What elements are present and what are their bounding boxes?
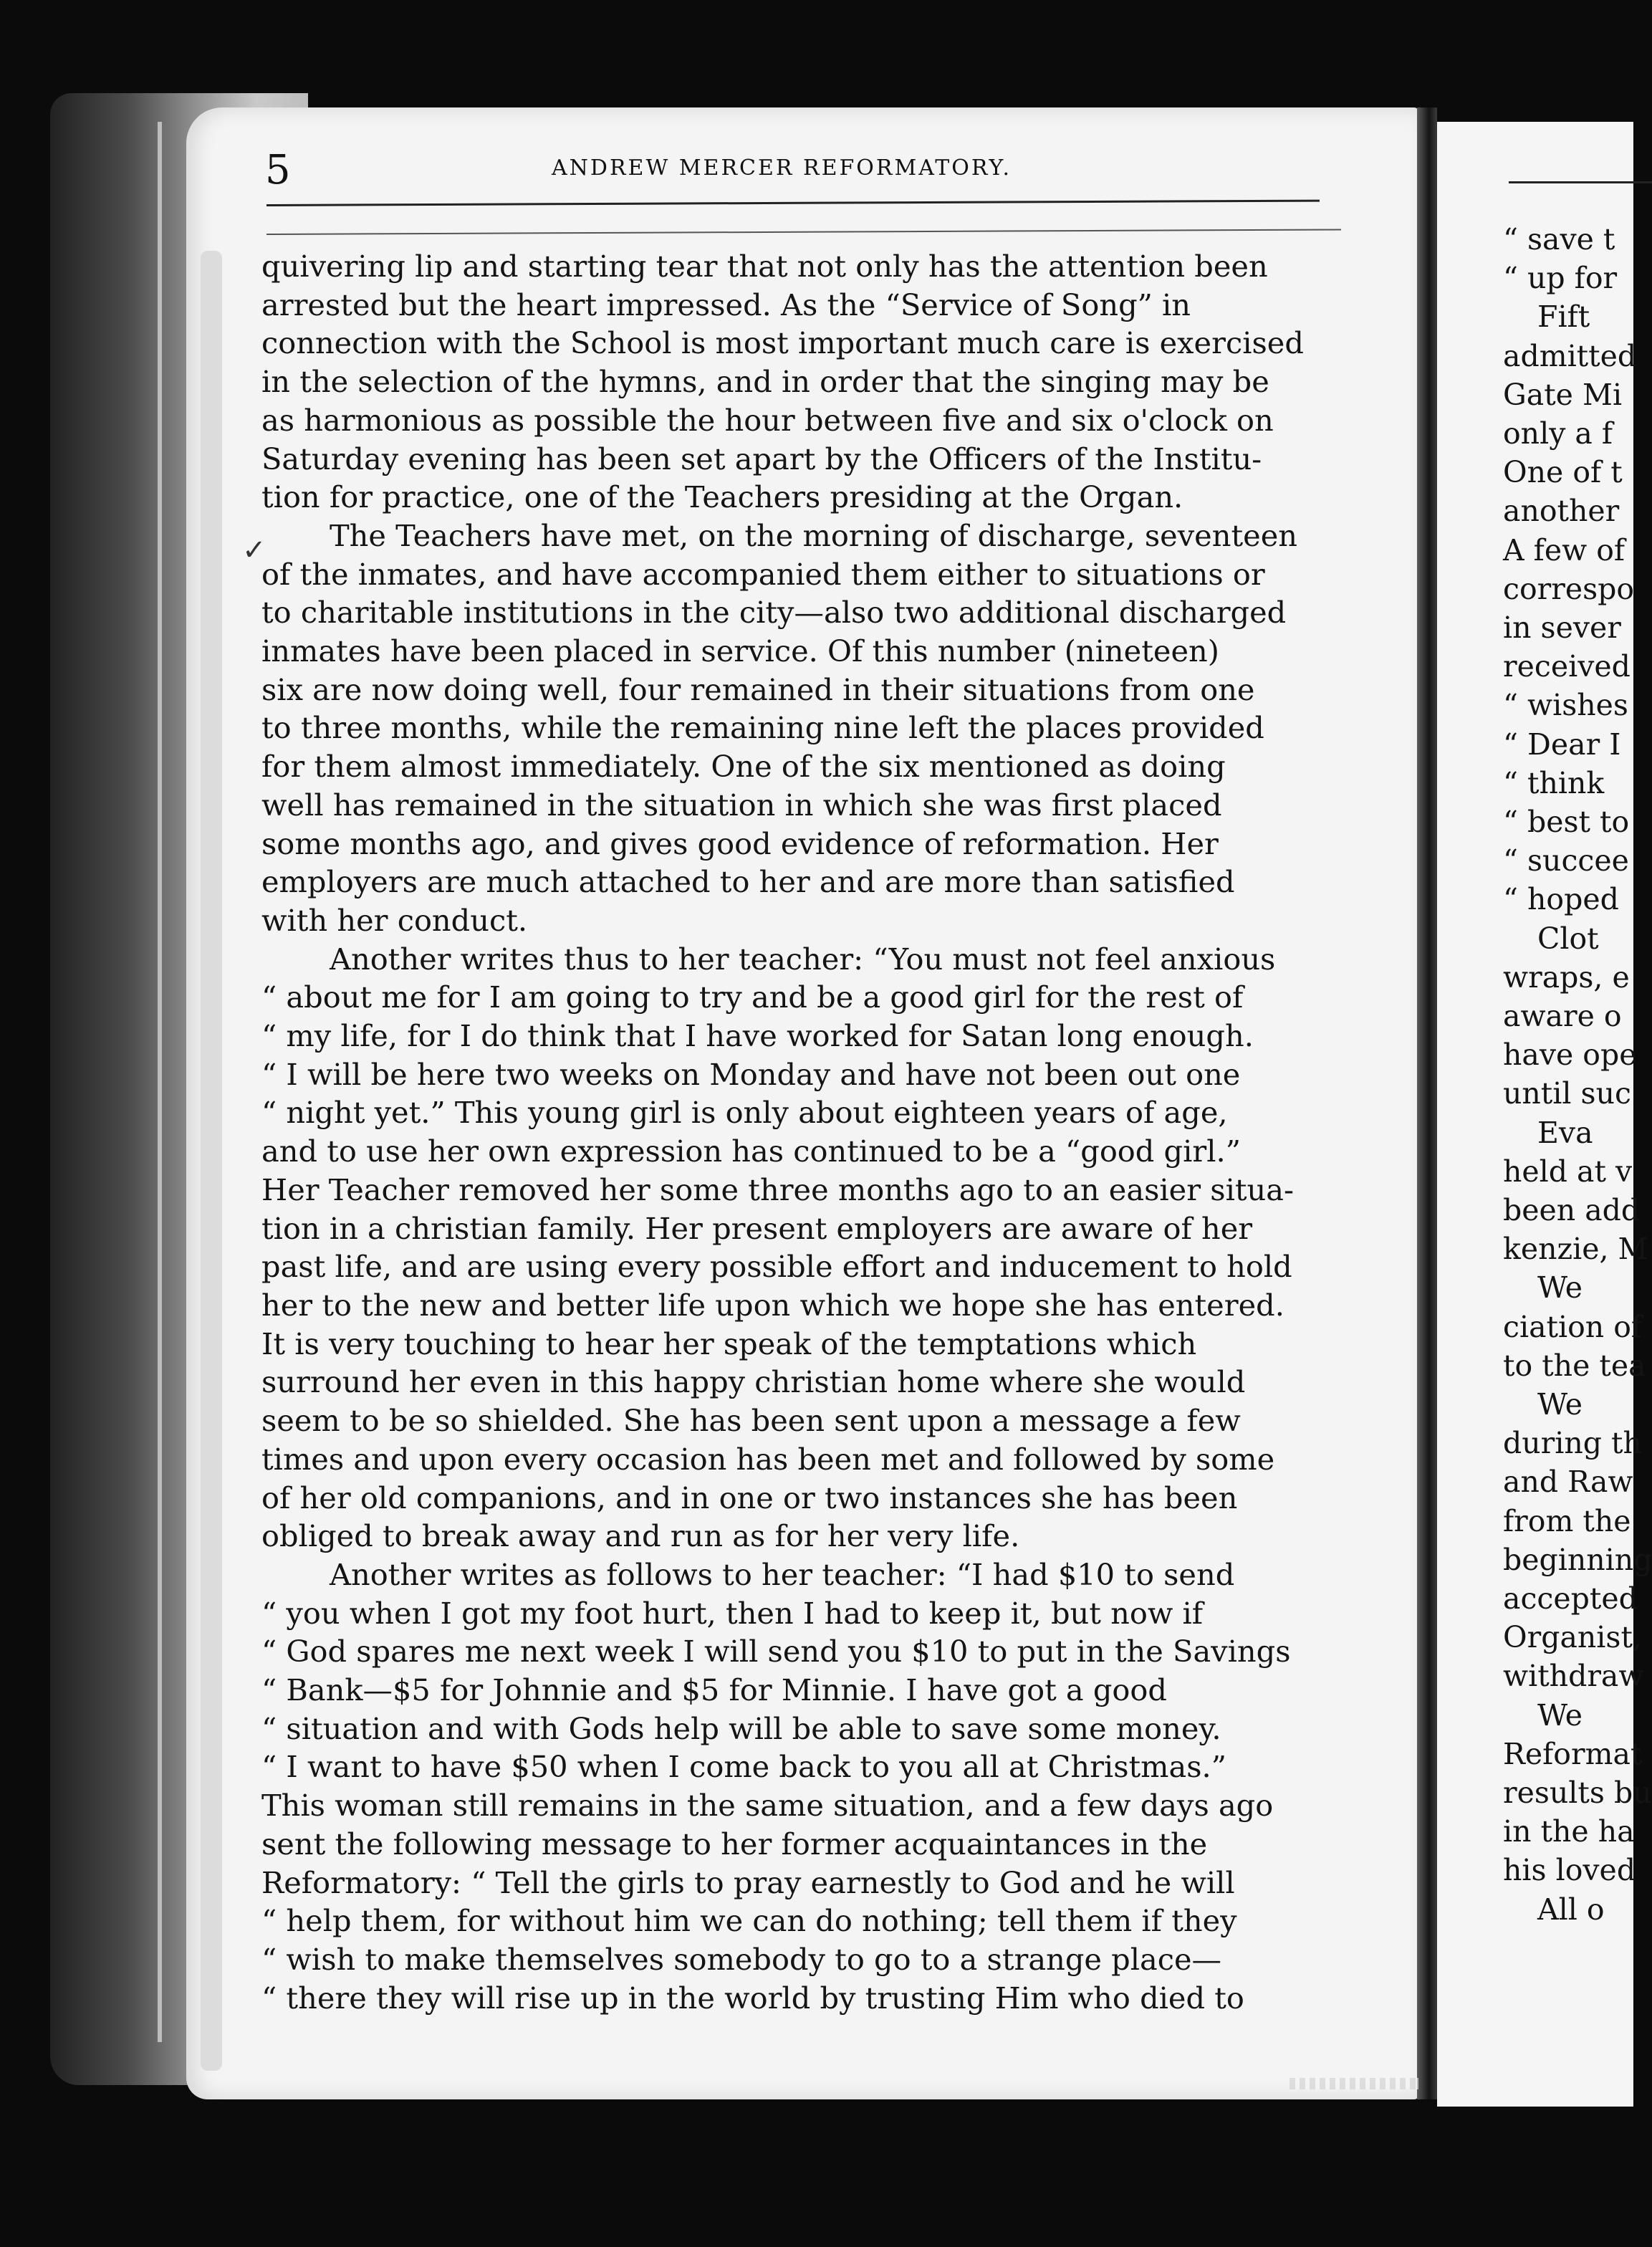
text-line: arrested but the heart impressed. As the “Service of Song” in: [261, 287, 1191, 322]
text-line: “ God spares me next week I will send you $10 to put in the Savings: [261, 1634, 1291, 1669]
right-page-text-line: Fift: [1537, 300, 1590, 335]
text-line: to charitable institutions in the city—also two additional discharged: [261, 595, 1287, 631]
text-line: “ about me for I am going to try and be a good girl for the rest of: [261, 979, 1244, 1015]
right-page-text-line: during th: [1503, 1426, 1642, 1461]
text-line: as harmonious as possible the hour between five and six o'clock on: [261, 402, 1274, 438]
text-line: “ Bank—$5 for Johnnie and $5 for Minnie. I have got a good: [261, 1672, 1167, 1708]
right-page-text-line: “ succee: [1503, 843, 1629, 878]
page-bottom-damage: [1290, 2078, 1418, 2089]
right-page-text-line: accepted: [1503, 1581, 1638, 1616]
text-line: obliged to break away and run as for her very life.: [261, 1518, 1020, 1554]
right-page-text-line: been add: [1503, 1193, 1641, 1227]
right-page-text-line: “ save t: [1503, 222, 1615, 257]
right-page-text-line: held at v: [1503, 1154, 1633, 1189]
text-line: Her Teacher removed her some three months ago to an easier situa-: [261, 1172, 1295, 1207]
right-page-text-line: beginning: [1503, 1542, 1652, 1577]
page-number: 5: [265, 147, 291, 193]
text-line: past life, and are using every possible effort and inducement to hold: [261, 1249, 1292, 1285]
text-line: seem to be so shielded. She has been sent upon a message a few: [261, 1403, 1241, 1439]
text-line: in the selection of the hymns, and in order that the singing may be: [261, 364, 1269, 400]
text-line: “ I will be here two weeks on Monday and have not been out one: [261, 1056, 1241, 1092]
text-line: It is very touching to hear her speak of the temptations which: [261, 1326, 1197, 1361]
right-page-text-line: “ best to: [1503, 805, 1630, 839]
margin-check-mark: ✓: [242, 534, 266, 567]
right-page-text-line: One of t: [1503, 455, 1623, 490]
text-line: of her old companions, and in one or two instances she has been: [261, 1480, 1238, 1515]
text-line: “ you when I got my foot hurt, then I had to keep it, but now if: [261, 1595, 1204, 1631]
text-line: to three months, while the remaining nine left the places provided: [261, 710, 1264, 746]
text-line: with her conduct.: [261, 902, 528, 938]
right-page-text-line: only a f: [1503, 416, 1613, 451]
text-line: times and upon every occasion has been met and followed by some: [261, 1441, 1275, 1477]
text-line: inmates have been placed in service. Of this number (nineteen): [261, 633, 1219, 669]
text-line: of the inmates, and have accompanied them either to situations or: [261, 556, 1265, 592]
text-line: Reformatory: “ Tell the girls to pray earnestly to God and he will: [261, 1864, 1235, 1900]
right-page-text-line: and Raw: [1503, 1465, 1633, 1500]
page-edge: [158, 122, 162, 2042]
right-page-text-line: Gate Mi: [1503, 377, 1623, 412]
right-page-text-line: ciation of: [1503, 1309, 1643, 1344]
right-page-text-line: correspo: [1503, 571, 1635, 606]
page-fold: [201, 251, 222, 2071]
text-line: employers are much attached to her and are more than satisfied: [261, 864, 1235, 900]
text-line: quivering lip and starting tear that not only has the attention been: [261, 249, 1268, 284]
text-line: “ situation and with Gods help will be able to save some money.: [261, 1710, 1221, 1746]
right-page-text-line: withdraw: [1503, 1659, 1644, 1694]
right-page-text-line: kenzie, M: [1503, 1232, 1648, 1267]
right-page-text-line: aware o: [1503, 999, 1622, 1033]
right-page-text-line: “ up for: [1503, 261, 1618, 296]
text-line: some months ago, and gives good evidence of reformation. Her: [261, 825, 1219, 861]
body-text: [261, 247, 1336, 2017]
right-page-text-line: admitted: [1503, 338, 1637, 373]
text-line: The Teachers have met, on the morning of discharge, seventeen: [330, 517, 1297, 553]
page-header-title: ANDREW MERCER REFORMATORY.: [552, 155, 1012, 181]
text-line: “ wish to make themselves somebody to go to a strange place—: [261, 1941, 1222, 1977]
text-line: six are now doing well, four remained in their situations from one: [261, 671, 1255, 707]
right-page-text-line: from the: [1503, 1503, 1631, 1538]
text-line: and to use her own expression has continued to be a “good girl.”: [261, 1134, 1241, 1169]
right-page-text-line: “ Dear I: [1503, 727, 1621, 762]
right-page-text-line: have ope: [1503, 1038, 1637, 1073]
text-line: connection with the School is most important much care is exercised: [261, 325, 1304, 361]
text-line: well has remained in the situation in which she was first placed: [261, 787, 1222, 823]
right-page-text-line: Eva: [1537, 1115, 1593, 1150]
text-line: This woman still remains in the same situation, and a few days ago: [261, 1788, 1274, 1824]
text-line: surround her even in this happy christian home where she would: [261, 1364, 1246, 1400]
right-page-text-line: in the ha: [1503, 1814, 1635, 1849]
right-page-text-line: Clot: [1537, 921, 1599, 956]
right-page-text-line: his loved: [1503, 1853, 1636, 1888]
text-line: “ I want to have $50 when I come back to you all at Christmas.”: [261, 1749, 1226, 1785]
right-page-text-line: until suc: [1503, 1076, 1631, 1111]
text-line: Saturday evening has been set apart by the Officers of the Institu-: [261, 441, 1262, 476]
right-page-text-line: wraps, e: [1503, 959, 1630, 995]
text-line: “ my life, for I do think that I have worked for Satan long enough.: [261, 1018, 1254, 1054]
right-page-text-line: “ think: [1503, 765, 1605, 800]
right-page-text-line: “ hoped: [1503, 882, 1619, 917]
right-page-text-line: We: [1537, 1387, 1583, 1422]
text-line: Another writes as follows to her teacher: “I had $10 to send: [330, 1556, 1235, 1592]
right-page-text-line: We: [1537, 1270, 1583, 1305]
text-line: “ night yet.” This young girl is only about eighteen years of age,: [261, 1095, 1228, 1131]
text-line: sent the following message to her former acquaintances in the: [261, 1826, 1208, 1862]
right-page: [1437, 122, 1652, 2107]
right-page-text-line: received: [1503, 649, 1631, 684]
right-page-text-line: Organist,: [1503, 1620, 1642, 1655]
book-gutter: [1417, 107, 1437, 2099]
right-page-text-line: A few of: [1503, 532, 1625, 567]
text-line: “ there they will rise up in the world by trusting Him who died to: [261, 1980, 1244, 2016]
text-line: “ help them, for without him we can do nothing; tell them if they: [261, 1903, 1237, 1939]
text-line: her to the new and better life upon which we hope she has entered.: [261, 1287, 1284, 1323]
text-line: tion in a christian family. Her present employers are aware of her: [261, 1210, 1253, 1246]
right-page-text-line: to the tea: [1503, 1348, 1646, 1383]
right-page-text-line: “ wishes: [1503, 688, 1628, 723]
right-page-text-line: another: [1503, 494, 1620, 529]
text-line: Another writes thus to her teacher: “You must not feel anxious: [330, 941, 1276, 977]
text-line: for them almost immediately. One of the six mentioned as doing: [261, 749, 1226, 785]
running-head: [265, 147, 1318, 197]
right-page-header-rule: [1509, 181, 1652, 183]
right-page-text-line: in sever: [1503, 610, 1621, 645]
right-page-text-line: results bu: [1503, 1776, 1652, 1810]
right-page-text-line: We: [1537, 1697, 1583, 1733]
right-page-text-line: All o: [1537, 1892, 1605, 1927]
text-line: tion for practice, one of the Teachers presiding at the Organ.: [261, 479, 1183, 515]
right-page-text-line: Reformat: [1503, 1736, 1643, 1771]
